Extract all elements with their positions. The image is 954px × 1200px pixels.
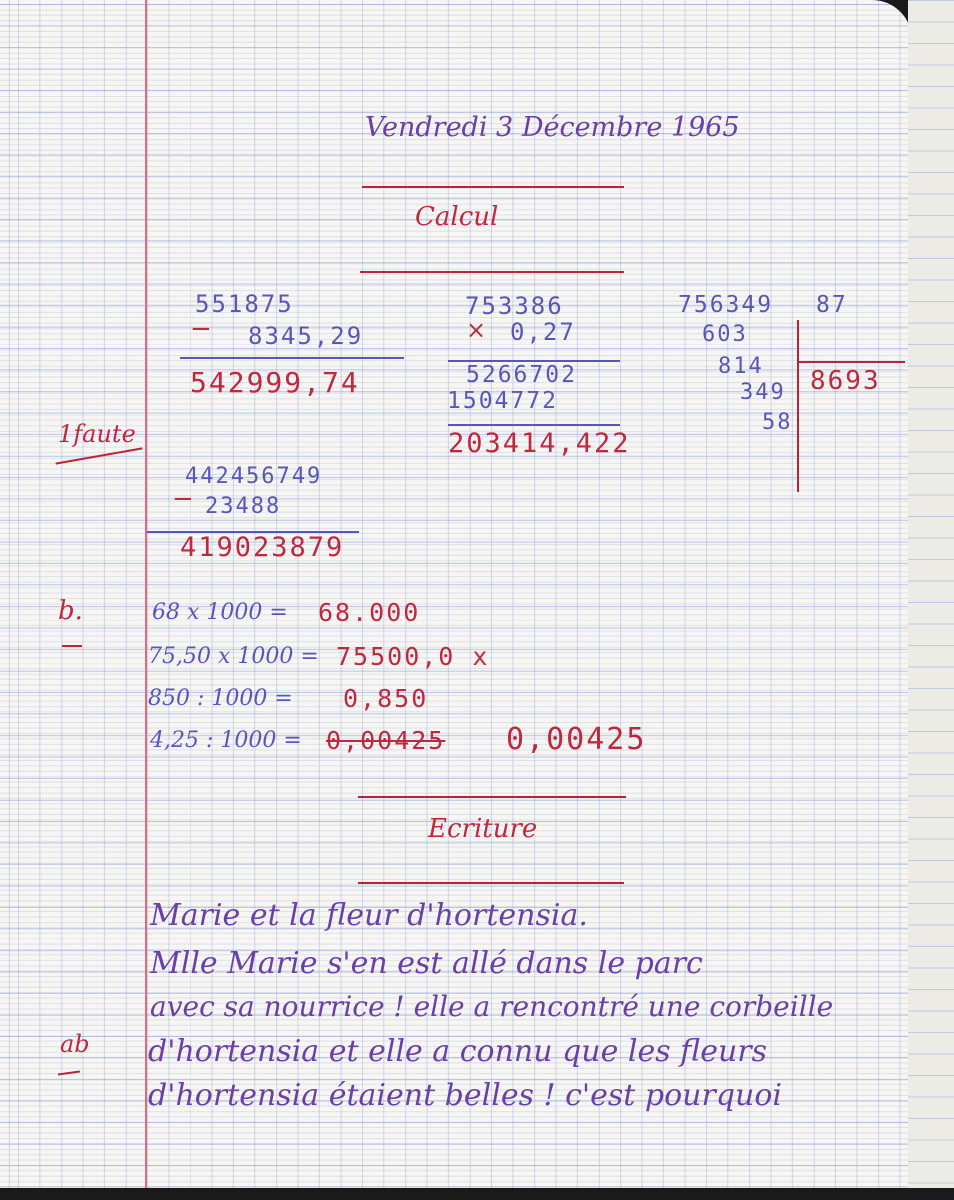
sub1-result: 542999,74 xyxy=(190,366,360,399)
div-step-3: 349 xyxy=(740,380,786,405)
exercise-4-question: 4,25 : 1000 = xyxy=(150,728,302,753)
grade-one-fault: 1faute xyxy=(58,420,136,448)
div-quotient: 8693 xyxy=(810,366,881,396)
grade-b: b. xyxy=(58,596,83,626)
sub1-subtrahend: 8345,29 xyxy=(248,322,364,350)
story-title: Marie et la fleur d'hortensia. xyxy=(150,898,588,933)
grade-ab: ab xyxy=(60,1030,90,1058)
story-line-3: d'hortensia et elle a connu que les fleurs xyxy=(148,1034,767,1069)
div-step-1: 603 xyxy=(702,322,748,347)
mult-result: 203414,422 xyxy=(448,428,631,459)
div-step-4: 58 xyxy=(762,410,793,435)
mult-partial-2: 1504772 xyxy=(447,388,558,414)
ecriture-heading: Ecriture xyxy=(428,814,538,844)
next-page-edge xyxy=(908,0,954,1188)
story-line-4: d'hortensia étaient belles ! c'est pourquoi xyxy=(148,1078,782,1113)
exercise-3-question: 850 : 1000 = xyxy=(148,686,293,711)
mult-partial-1: 5266702 xyxy=(466,362,577,388)
sub2-result: 419023879 xyxy=(180,532,345,563)
calcul-heading: Calcul xyxy=(415,202,499,232)
story-line-2: avec sa nourrice ! elle a rencontré une corbeille xyxy=(150,990,834,1023)
scan-border xyxy=(0,1188,954,1200)
sub2-minus-sign: − xyxy=(172,484,194,514)
story-line-1: Mlle Marie s'en est allé dans le parc xyxy=(150,946,703,981)
exercise-4-correction: 0,00425 xyxy=(506,722,647,757)
exercise-4-answer-crossed: 0,00425 xyxy=(326,726,446,755)
div-dividend: 756349 xyxy=(678,292,774,318)
exercise-1-question: 68 x 1000 = xyxy=(152,600,288,625)
div-vertical-bar xyxy=(797,320,799,492)
mult-times-sign: × xyxy=(466,316,487,344)
mult-rule-2 xyxy=(448,424,620,426)
ecriture-rule-top xyxy=(358,796,626,798)
sub1-rule xyxy=(180,357,404,359)
div-step-2: 814 xyxy=(718,354,764,379)
div-divisor: 87 xyxy=(816,292,848,318)
date-heading: Vendredi 3 Décembre 1965 xyxy=(365,112,740,143)
mult-factor-a: 753386 xyxy=(465,292,564,320)
exercise-2-answer: 75500,0 x xyxy=(336,642,490,671)
exercise-2-question: 75,50 x 1000 = xyxy=(148,644,319,669)
heading-rule-bottom xyxy=(360,271,624,273)
ecriture-rule-bottom xyxy=(358,882,624,884)
exercise-3-answer: 0,850 xyxy=(343,684,429,713)
sub2-minuend: 442456749 xyxy=(185,464,323,489)
heading-rule-top xyxy=(362,186,624,188)
grade-b-underline xyxy=(62,645,82,647)
exercise-1-answer: 68.000 xyxy=(318,598,421,627)
sub1-minuend: 551875 xyxy=(195,290,294,318)
div-horizontal-bar xyxy=(797,361,905,363)
mult-factor-b: 0,27 xyxy=(510,318,576,346)
margin-line xyxy=(145,0,147,1188)
sub2-subtrahend: 23488 xyxy=(205,494,282,519)
sub1-minus-sign: − xyxy=(190,314,212,344)
